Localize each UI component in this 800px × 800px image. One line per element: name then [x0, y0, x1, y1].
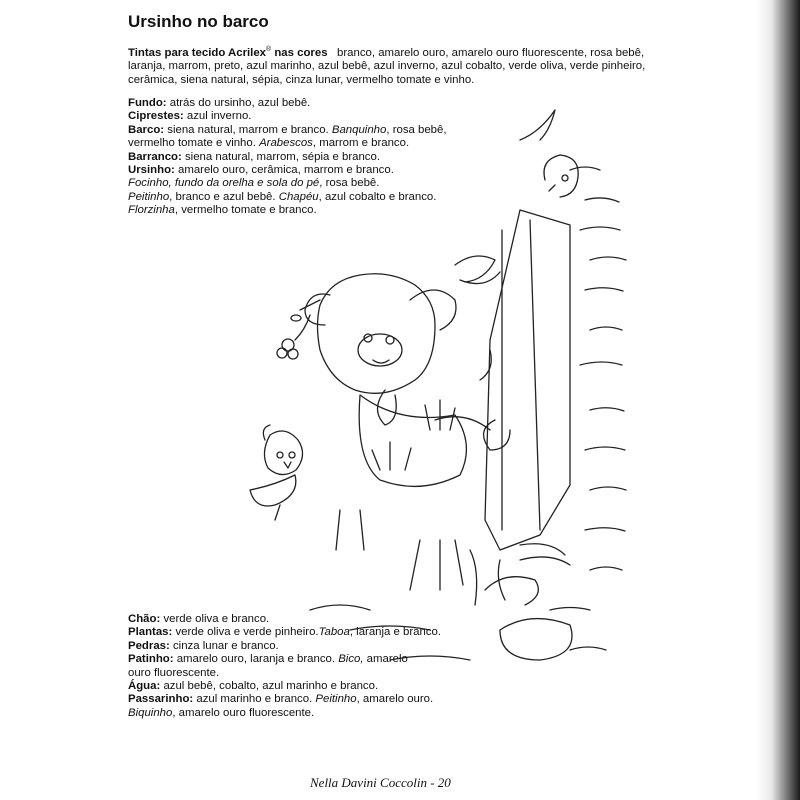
page-title: Ursinho no barco — [128, 12, 269, 31]
legend-passarinho-label: Passarinho: — [128, 693, 194, 706]
intro-line-1: branco, amarelo ouro, amarelo ouro fluorescente, rosa bebê, — [337, 47, 645, 59]
flower — [277, 300, 320, 359]
legend-pedras-label: Pedras: — [128, 639, 170, 652]
legend-peitinho: Peitinho — [128, 190, 170, 203]
legend-biquinho-text: , amarelo ouro fluorescente. — [172, 706, 315, 719]
legend-patinho-line-2: ouro fluorescente. — [128, 666, 220, 679]
legend-plantas-label: Plantas: — [128, 626, 173, 639]
reeds — [336, 400, 570, 605]
legend-agua-text: azul bebê, cobalto, azul marinho e branco. — [160, 680, 379, 693]
legend-barco-text: siena natural, marrom e branco. — [164, 123, 332, 136]
legend-chao-label: Chão: — [128, 613, 161, 625]
legend-chapeu-text: , azul cobalto e branco. — [318, 190, 437, 203]
intro-line-2: laranja, marrom, preto, azul marinho, azul bebê, azul inverno, azul cobalto, verde oliva, verde pinheiro, — [128, 60, 646, 73]
legend-chao-text: verde oliva e branco. — [160, 613, 270, 625]
page-edge-shadow — [756, 0, 800, 800]
legend-barco-line2a: vermelho tomate e vinho. — [128, 137, 260, 150]
legend-plantas-text: verde oliva e verde pinheiro. — [172, 626, 319, 639]
legend-bico: Bico, — [338, 653, 364, 666]
legend-biquinho: Biquinho — [128, 706, 173, 719]
legend-focinho-text: , rosa bebê. — [319, 177, 380, 190]
legend-ursinho-text: amarelo ouro, cerâmica, marrom e branco. — [174, 164, 394, 177]
legend-peitinho-bird: Peitinho — [315, 693, 357, 706]
legend-chapeu: Chapéu — [278, 190, 319, 203]
bear-in-boat-illustration — [240, 90, 660, 690]
legend-plantas-text-2: , laranja e branco. — [349, 626, 442, 639]
legend-patinho-text: amarelo ouro, laranja e branco. — [173, 653, 339, 666]
legend-passarinho-text-2: , amarelo ouro. — [356, 693, 434, 706]
legend-fundo-label: Fundo: — [128, 97, 167, 109]
duck — [520, 110, 578, 197]
boat — [455, 210, 570, 550]
legend-barco-line2b: , marrom e branco. — [312, 137, 410, 150]
bird — [250, 425, 303, 520]
intro-line-3: cerâmica, siena natural, sépia, cinza lunar, vermelho tomate e vinho. — [128, 73, 475, 86]
legend-arabescos: Arabescos — [259, 137, 313, 150]
legend-taboa: Taboa — [318, 626, 350, 639]
page-footer: Nella Davini Coccolin - 20 — [310, 775, 451, 790]
legend-barco-text-2: , rosa bebê, — [386, 123, 447, 136]
legend-focinho: Focinho, fundo da orelha e sola do pé — [128, 177, 320, 190]
legend-ciprestes-label: Ciprestes: — [128, 110, 184, 123]
registered-mark: ® — [266, 46, 272, 54]
legend-peitinho-text: , branco e azul bebê. — [169, 190, 279, 203]
legend-ciprestes-text: azul inverno. — [183, 110, 252, 123]
legend-passarinho-text: azul marinho e branco. — [193, 693, 316, 706]
intro-label: Tintas para tecido Acrilex — [128, 47, 267, 59]
legend-agua-label: Água: — [128, 680, 161, 693]
legend-banquinho: Banquinho — [331, 123, 387, 136]
paint-intro — [128, 47, 645, 87]
water-lines — [550, 167, 626, 650]
legend-fundo-text: atrás do ursinho, azul bebê. — [166, 97, 311, 109]
intro-label-2: nas cores — [271, 47, 328, 59]
legend-patinho-text-2: amarelo — [363, 653, 408, 666]
color-legend-bottom — [128, 613, 441, 720]
bear — [305, 274, 510, 487]
legend-barranco-label: Barranco: — [128, 150, 182, 163]
legend-florzinha-text: , vermelho tomate e branco. — [174, 204, 317, 217]
legend-ursinho-label: Ursinho: — [128, 164, 175, 177]
legend-patinho-label: Patinho: — [128, 653, 174, 666]
legend-pedras-text: cinza lunar e branco. — [169, 639, 279, 652]
legend-barco-label: Barco: — [128, 123, 165, 136]
legend-florzinha: Florzinha — [128, 204, 175, 217]
legend-barranco-text: siena natural, marrom, sépia e branco. — [181, 150, 380, 163]
